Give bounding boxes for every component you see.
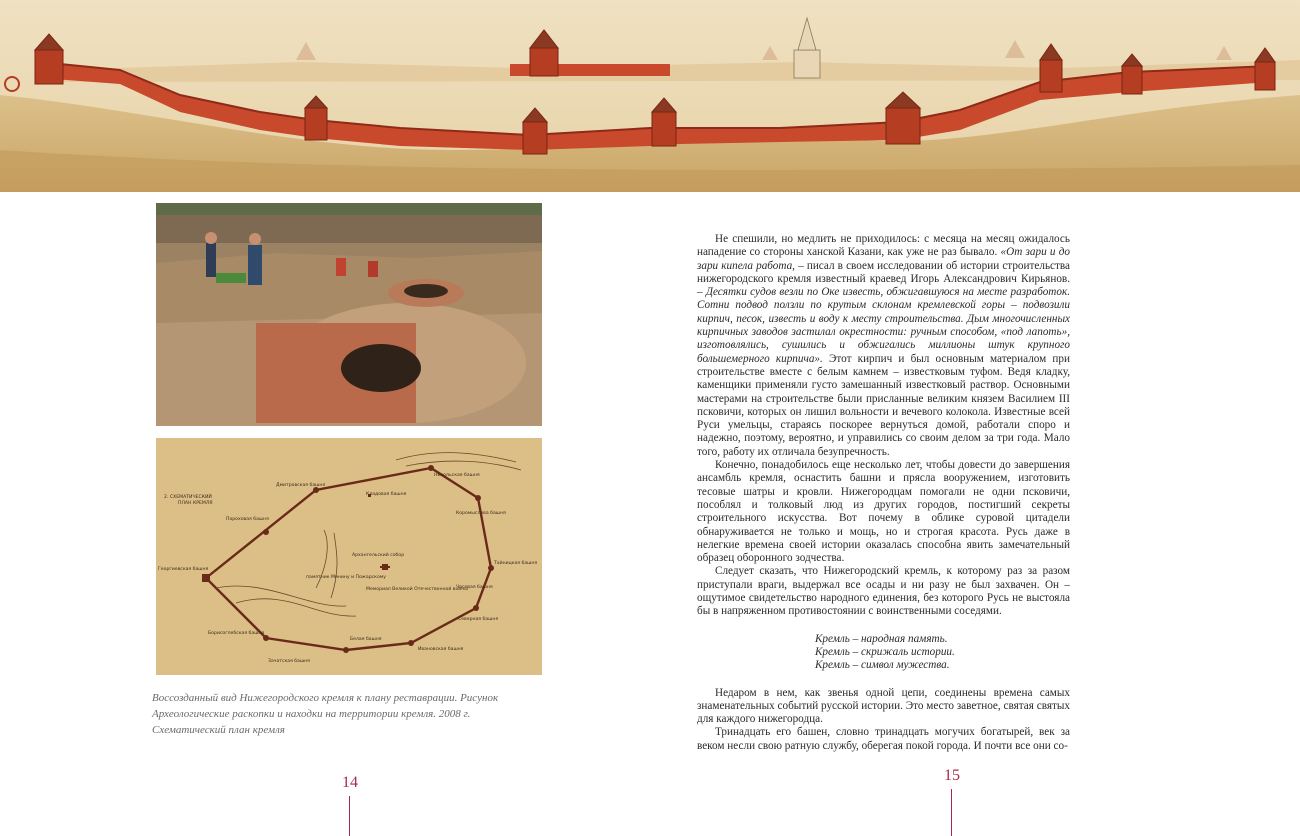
paragraph-1 [697, 233, 1070, 459]
caption-line-3: Схематический план кремля [152, 724, 285, 736]
plan-label-nikolskaya: Никольская башня [434, 473, 480, 478]
plan-label-kladovaya: Кладовая башня [366, 492, 407, 497]
verse-line-1: Кремль – народная память. [815, 632, 948, 645]
paragraph-3: Следует сказать, что Нижегородский кремль, к которому раз за разом приступали враги, выдержал все осады и ни разу не был захвачен. Он – ощутимое свидетельство народного единения, без которого Русь не выстояла бы в напряженном противостоянии с воинственными соседями. [697, 565, 1070, 618]
caption-line-2: Археологические раскопки и находки на территории кремля. 2008 г. [152, 708, 471, 720]
plan-label-severnaya: Северная башня [458, 617, 499, 622]
body-text [697, 233, 1070, 753]
p1-text-c: писал в своем исследовании об истории строительства нижегородского кремля известный краевед Игорь Александрович Кирьянов. [697, 259, 1070, 285]
page-number-right: 15 [944, 767, 960, 784]
p1-quote-a: «От зари и до зари кипела работа, – [697, 246, 1070, 272]
plan-label-belaya: Белая башня [350, 637, 382, 642]
verse-line-2: Кремль – скрижаль истории. [815, 645, 955, 658]
figure-caption [152, 690, 532, 738]
kremlin-schematic-plan [156, 438, 542, 675]
paragraph-5: Тринадцать его башен, словно тринадцать могучих богатырей, век за веком несли свою ратную службу, оберегая покой города. И почти все они со- [697, 726, 1070, 752]
page-divider-right [951, 789, 952, 836]
paragraph-2: Конечно, понадобилось еще несколько лет, чтобы довести до завершения ансамбль кремля, оснастить башни и прясла вооружением, изготовить тесовые шатры и кровли. Нижегородцам помогали не одни псковичи, пособлял и толковый люд из других городов, постигший секреты строительного искусства. Вот почему в облике суровой цитадели обнаруживается не только и мощь, но и строгая красота. Русь даже в нелегкие времена своей истории оказалась способна явить замечательный образец оборонного зодчества. [697, 459, 1070, 565]
verse-line-3: Кремль – символ мужества. [815, 659, 950, 672]
plan-label-monument: памятник Минину и Пожарскому [306, 575, 386, 580]
p1-quote-b: – Десятки судов везли по Оке известь, обжигавшуюся на месте разработок. Сотни подвод ползли по крутым склонам кремлевской горы – подвозили кирпич, песок, известь и воду к месту строительства. Дым многочисленных кирпичных заводов застилал окрестности: ручным способом, «под лапоть», изготовлялись, сушились и обжигались миллионы штук крупного большемерного кирпича». [697, 286, 1070, 365]
kremlin-panorama-painting [0, 0, 1300, 192]
plan-label-ivanovskaya: Ивановская башня [418, 647, 464, 652]
page-divider-left [349, 796, 350, 836]
verse-block [697, 633, 1070, 673]
plan-label-koromyslova: Коромыслова башня [456, 511, 506, 516]
p1-text-a: Не спешили, но медлить не приходилось: с месяца на месяц ожидалось нападение со стороны ханской Казани, как уже не раз бывало. [697, 233, 1070, 259]
plan-label-memorial: Мемориал Великой Отечественной войны [366, 587, 468, 592]
plan-label-taynitskaya: Тайницкая башня [494, 561, 538, 566]
plan-label-dmitrovskaya: Дмитровская башня [276, 483, 326, 488]
caption-line-1: Воссозданный вид Нижегородского кремля к плану реставрации. Рисунок [152, 692, 499, 704]
plan-label-porokhovaya: Пороховая башня [226, 517, 269, 522]
excavation-photo [156, 203, 542, 426]
paragraph-4: Недаром в нем, как звенья одной цепи, соединены времена самых знаменательных событий русской истории. Это место заветное, святая святых для каждого нижегородца. [697, 686, 1070, 726]
plan-label-zachatskaya: Зачатская башня [268, 659, 310, 664]
plan-title: 2. СХЕМАТИЧЕСКИЙ [164, 495, 212, 500]
plan-label-arkhangelsky: Архангельский собор [352, 553, 405, 558]
plan-label-borisoglebskaya: Борисоглебская башня [208, 631, 265, 636]
page-number-left: 14 [342, 774, 358, 791]
p1-text-e: Этот кирпич и был основным материалом при строительстве вместе с белым камнем – известковым туфом. Ведя кладку, каменщики применяли густо замешанный известковый раствор. Основными мастерами на строительстве были присланные великим князем Василием III псковичи, которых он лишил вольности и вечевого колокола. Известные всей Руси умельцы, стараясь поскорее вернуться домой, работали споро и надежно, поэтому, вероятно, и управились со своим делом за три года. Мало того, работу их отличала безупречность. [697, 352, 1070, 458]
plan-title-2: ПЛАН КРЕМЛЯ [178, 501, 213, 506]
plan-label-georgievskaya: Георгиевская башня [158, 567, 209, 572]
plan-label-chasovaya: Часовая башня [456, 585, 493, 590]
